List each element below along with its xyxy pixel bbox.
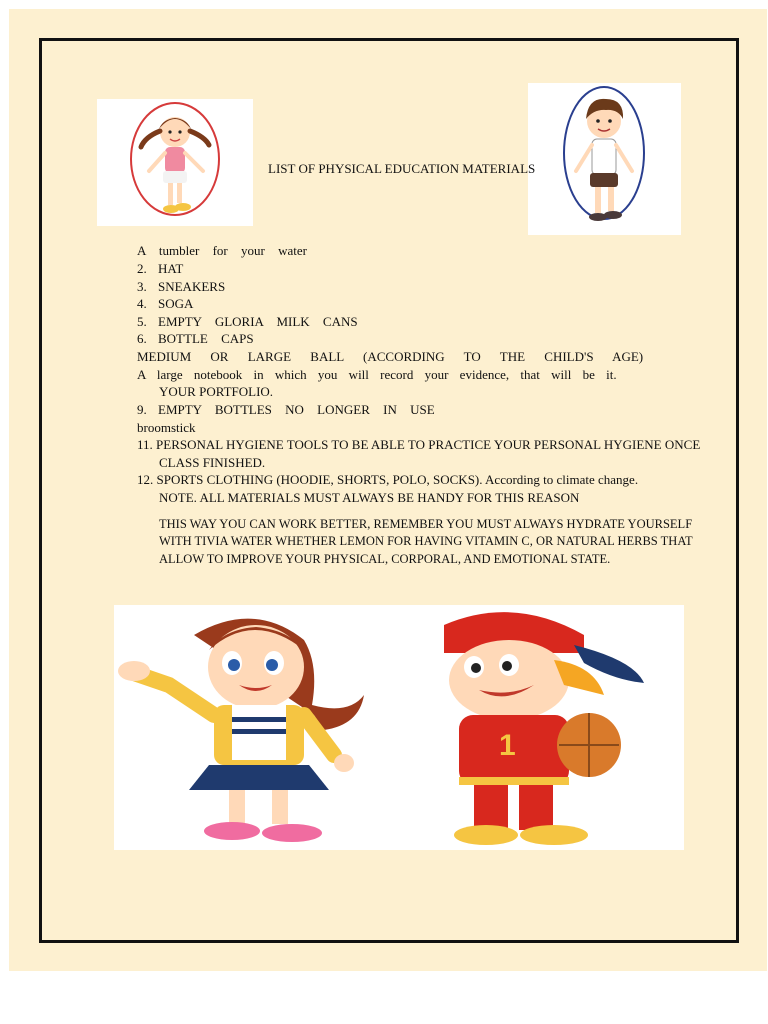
list-item-number: 3. xyxy=(137,279,147,294)
list-item xyxy=(137,420,196,436)
list-item-text: EMPTY GLORIA MILK CANS xyxy=(158,314,358,329)
girl-jump-rope-illustration xyxy=(97,99,253,226)
note-line xyxy=(159,551,610,567)
list-item xyxy=(137,331,254,347)
list-item xyxy=(137,296,193,312)
list-item-text: NOTE. ALL MATERIALS MUST ALWAYS BE HANDY FOR THIS REASON xyxy=(159,490,580,505)
note-line xyxy=(159,516,692,532)
list-item xyxy=(137,472,638,488)
list-item xyxy=(137,243,307,259)
list-item-text: PERSONAL HYGIENE TOOLS TO BE ABLE TO PRACTICE YOUR PERSONAL HYGIENE ONCE xyxy=(156,437,701,452)
list-item xyxy=(137,402,435,418)
note-heading xyxy=(159,490,579,506)
list-item-continuation xyxy=(159,455,265,471)
list-item-number: 12. xyxy=(137,472,154,487)
list-item-text: EMPTY BOTTLES NO LONGER IN USE xyxy=(158,402,435,417)
list-item-number: 11. xyxy=(137,437,153,452)
note-line xyxy=(159,533,693,549)
list-item-number: 2. xyxy=(137,261,147,276)
list-item-number: 4. xyxy=(137,296,147,311)
list-item-text: SOGA xyxy=(158,296,194,311)
list-item-text: SPORTS CLOTHING (HOODIE, SHORTS, POLO, SOCKS). According to climate change. xyxy=(156,472,639,487)
list-item-text: A tumbler for your water xyxy=(137,243,307,258)
list-item-text: broomstick xyxy=(137,420,196,435)
list-item-number: 9. xyxy=(137,402,147,417)
svg-text:1: 1 xyxy=(499,729,516,762)
list-item xyxy=(137,261,183,277)
list-item-text: BOTTLE CAPS xyxy=(158,331,254,346)
list-item xyxy=(137,437,700,453)
boy-jump-rope-illustration xyxy=(528,83,681,235)
list-item xyxy=(137,349,643,365)
note-text: THIS WAY YOU CAN WORK BETTER, REMEMBER YOU MUST ALWAYS HYDRATE YOURSELF xyxy=(159,517,693,531)
list-item-text: SNEAKERS xyxy=(158,279,226,294)
list-item xyxy=(137,367,617,383)
list-item-number: 6. xyxy=(137,331,147,346)
note-text: WITH TIVIA WATER WHETHER LEMON FOR HAVING VITAMIN C, OR NATURAL HERBS THAT xyxy=(159,534,693,548)
children-illustration xyxy=(114,605,684,850)
page-title: LIST OF PHYSICAL EDUCATION MATERIALS xyxy=(268,161,536,176)
list-item-number: 5. xyxy=(137,314,147,329)
note-text: ALLOW TO IMPROVE YOUR PHYSICAL, CORPORAL, AND EMOTIONAL STATE. xyxy=(159,552,611,566)
list-item-text: A large notebook in which you will record your evidence, that will be it. xyxy=(137,367,617,382)
list-item-continuation xyxy=(159,384,273,400)
list-item-text: MEDIUM OR LARGE BALL (ACCORDING TO THE CHILD'S AGE) xyxy=(137,349,644,364)
list-item-text: YOUR PORTFOLIO. xyxy=(159,384,274,399)
list-item-text: HAT xyxy=(158,261,184,276)
list-item-text: CLASS FINISHED. xyxy=(159,455,266,470)
list-item xyxy=(137,314,358,330)
list-item xyxy=(137,279,225,295)
